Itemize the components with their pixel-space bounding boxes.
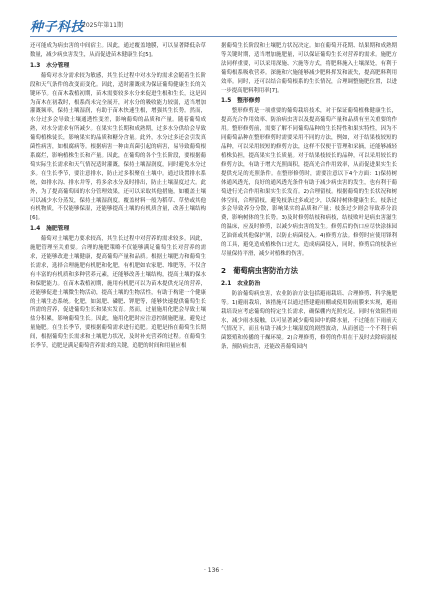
page-number: · 136 · [203, 567, 224, 574]
section-title-1-3: 1.3 水分管理 [30, 62, 70, 69]
left-column [30, 42, 206, 351]
paragraph: 整形修剪是一项重要的葡萄栽培技术，对于保证葡萄植株健康生长，提高光合作用效率、防治病虫害以及提高葡萄产量和品质有至关重要的作用。整形修剪前，需要了解不同葡萄品种的生长特性和果实特性，因为不同葡萄品种在整形修剪时需要采用不同的方法，例如，对于结果枝较短的品种，可以采用较短的修剪方法，这样不仅便于管理和采摘，还能够减轻植株负担，提高果实生长质量。对于结果枝较长的品种，可以采用较长的修剪方法，有助于增大光照面积，提高光合作用效率，从而促进果实生长提供充足的光照条件。在整形修剪时，需要注意以下4个方面：1)保持树体通风透光，良好的通风透光条件有助于减少病虫害的发生，也有利于葡萄进行光合作用和果实生长发育。2)合理留枝。根据葡萄的生长状况和树体空间，合理留枝，避免枝条过多或过少，以保持树体健康生长。枝条过多会导致养分分散，影响果实的品质和产量；枝条过少则会导致养分浪费，影响树体的生长势。3)及时修剪结枝和病枝，结枝败叶是病虫害滋生的温床，应及时修剪，以减少病虫害的发生。修剪后的伤口应尽快涂抹园艺油膏或其他保护剂，以防止病菌侵入。4)修剪方法。修剪时应使用锋利的工具，避免造成植株伤口过大，造成病菌侵入，同时，修剪后的枝条应尽量保持平滑，减少对植株的伤害。 [221, 108, 397, 257]
paragraph: 还可能成为病虫害的中间宿主。因此，通过覆盖地膜，可以显著降低杂草数量，减少病虫害发生，从而促进苗木健康生长[5]。 [30, 43, 206, 58]
journal-logo: 种子科技 [30, 20, 85, 35]
paragraph: 葡萄对水分需求较为敏感，其生长过程中对水分的需求会随着生长阶段和天气条件的改变而变化。因此，适时灌溉成为保证葡萄健康生长的关键环节。在苗木栽植初期，苗木需要较多水分来促进生根和生长，这是因为苗木在初栽时，根系尚未完全展开，对水分的吸收能力较弱，适当增加灌溉频率，保持土壤湿润，有助于苗木快速生根，增强其生长势。然而，水分过多会导致土壤通透性变差，影响葡萄的品质和产量。随着葡萄成熟，对水分需求有所减少。在果实生长期和成熟期，过多水分供给会导致葡萄植株徒长，影响果实的品质和糖分含量。此外，水分过多还会引发真菌性病害，如根腐病等。根据病害一种由真菌引起的病害，易导致葡萄根系腐烂，影响植株生长和产量。因此，在葡萄的各个生长阶段，要根据葡萄实际生长需求和天气情况适时灌溉，保持土壤湿润度，同时避免水分过多。在生长季节，要注意排水，防止过多积聚在土壤中。通过设置排水系统，如排水沟、排水井等，将多余水分及时排出，防止土壤湿度过大。此外，为了提高葡萄园的水分管理效果，还可以采取其他措施，如覆盖土壤可以减少水分蒸发，保持土壤湿润度。覆盖材料一般为稻草、草垫或其他有机物质，不仅能够保湿，还能够提高土壤的有机质含量，改善土壤结构[6]。 [30, 72, 206, 222]
header-rule [30, 36, 397, 37]
issue-label: 2025年第11期 [82, 22, 123, 29]
section-title-2-1: 2.1 农业防治 [221, 280, 261, 287]
right-column [221, 42, 397, 352]
paragraph: 葡萄对土壤肥力要求较高，其生长过程中对营养的需求较多。因此，施肥管理至关重要。合理的施肥策略不仅能够满足葡萄生长对营养的需求，还能够改进土壤健康，提高葡萄产量和品质。根据土壤肥力和葡萄生长需求，选择合理施肥有机肥和化肥，有机肥如农家肥、堆肥等，不仅含有丰富的有机质和多种营养元素，还能够改善土壤结构，提高土壤的保水和保肥能力。在苗木栽植初期，施用有机肥可以为苗木提供充足的营养，还能够促进土壤微生物活动，提高土壤的生物活性，有助于构建一个健康的土壤生态系统。化肥，如氮肥、磷肥、钾肥等，能够快速提供葡萄生长所需的营养，促进葡萄生长和果实发育。然而，过量施用化肥会导致土壤盐分积累，影响葡萄生长。因此，施用化肥时应注意控制施肥量，避免过量施肥。在生长季节，要根据葡萄需求进行追肥。追肥是指在葡萄生长期间，根据葡萄生长需求和土壤肥力状况，及时补充营养的过程。在葡萄生长季节，追肥是满足葡萄营养需求的关键，追肥的时间和用量应根 [30, 236, 206, 350]
journal-header [30, 16, 397, 36]
paragraph: 防治葡萄病虫害，农业防治方法包括避雨栽培、合理修剪、科学施肥等。1)避雨栽培，该措施可以通过搭建避雨棚或使用防雨膜来实现，避雨栽培设应考虑葡萄的特定生长需求，确保棚内光照充足，同时有效阻挡雨水，减少雨水接触，以可显著减少葡萄园中的降水量，不过能在下雨前天气情况下，而且有助于减少土壤湿度的剧烈波动，从而创造一个不利于病菌繁殖和传播的干燥环境。2)合理修剪，修剪的作用在于及时去除病弱枝条，预防病虫害，还能改善葡萄园内 [221, 290, 397, 351]
paragraph: 据葡萄生长阶段和土壤肥力状况决定。如在葡萄开花期、结果期和成熟期等关键时期，适当增加施肥量，可以保证葡萄生长对营养的需求。施肥方法同样重要，可以采用深施、穴施等方式，将肥料施入土壤深处，有利于葡萄根系吸收营养。深施和穴施能够减少肥料挥发和流失，提高肥料利用效率。同时，还可以结合葡萄根系的生长情况，合理调整施肥位置，以进一步提高肥料利用率[7]。 [221, 43, 397, 94]
section-title-1-5: 1.5 整形修剪 [221, 98, 261, 105]
section-title-1-4: 1.4 施肥管理 [30, 226, 70, 233]
section-title-2: 2 葡萄病虫害防治方法 [221, 265, 298, 275]
